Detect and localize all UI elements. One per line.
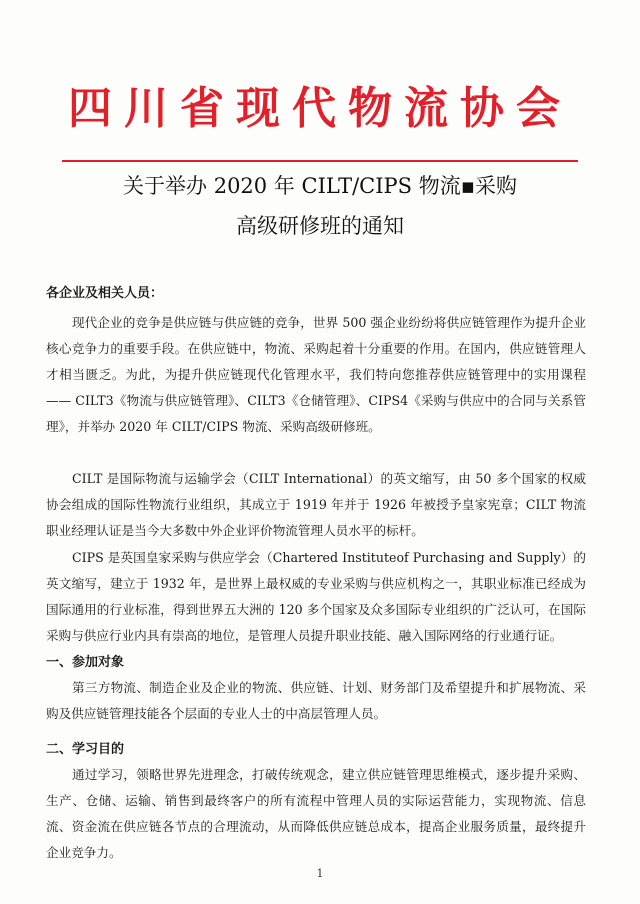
section-body-objectives: 通过学习，领略世界先进理念，打破传统观念，建立供应链管理思维模式，逐步提升采购、生产、仓储、运输、销售到最终客户的所有流程中管理人员的实际运营能力，实现物流、信息流、资金流在供应链各节点的合理流动，从而降低供应链总成本，提高企业服务质量，最终提升企业竞争力。: [46, 767, 586, 860]
salutation: 各企业及相关人员：: [46, 286, 164, 301]
section-heading-participants: 一、参加对象: [46, 655, 125, 670]
section-heading-objectives: 二、学习目的: [46, 742, 125, 757]
organization-letterhead: 四川省现代物流协会: [68, 83, 572, 134]
letterhead-divider: [62, 160, 578, 162]
intro-paragraph: 现代企业的竞争是供应链与供应链的竞争，世界 500 强企业纷纷将供应链管理作为提升企业核心竞争力的重要手段。在供应链中，物流、采购起着十分重要的作用。在国内，供应链管理人才相当匮乏。为此，为提升供应链现代化管理水平，我们特向您推荐供应链管理中的实用课程 —— CILT3《物流与供应链管理》、CILT3《仓储管理》、CIPS4《采购与供应中的合同与关系管理》，并举办 2020 年 CILT/CIPS 物流、采购高级研修班。: [46, 315, 586, 434]
document-title-line-1: 关于举办 2020 年 CILT/CIPS 物流▪采购: [123, 174, 517, 198]
page-number: 1: [316, 867, 324, 880]
cilt-paragraph: CILT 是国际物流与运输学会（CILT International）的英文缩写，由 50 多个国家的权威协会组成的国际性物流行业组织，其成立于 1919 年并于 1926 年被授予皇家宪章；CILT 物流职业经理认证是当今大多数中外企业评价物流管理人员水平的标杆。: [46, 471, 586, 538]
document-title-line-2: 高级研修班的通知: [236, 214, 404, 238]
cips-paragraph: CIPS 是英国皇家采购与供应学会（Chartered Instituteof Purchasing and Supply）的英文缩写，建立于 1932 年，是世界上最权威的专业采购与供应机构之一，其职业标准已经成为国际通用的行业标准，得到世界五大洲的 120 多个国家及众多国际专业组织的广泛认可，在国际采购与供应行业内具有崇高的地位，是管理人员提升职业技能、融入国际网络的行业通行证。: [46, 550, 586, 643]
section-body-participants: 第三方物流、制造企业及企业的物流、供应链、计划、财务部门及希望提升和扩展物流、采购及供应链管理技能各个层面的专业人士的中高层管理人员。: [46, 680, 586, 721]
